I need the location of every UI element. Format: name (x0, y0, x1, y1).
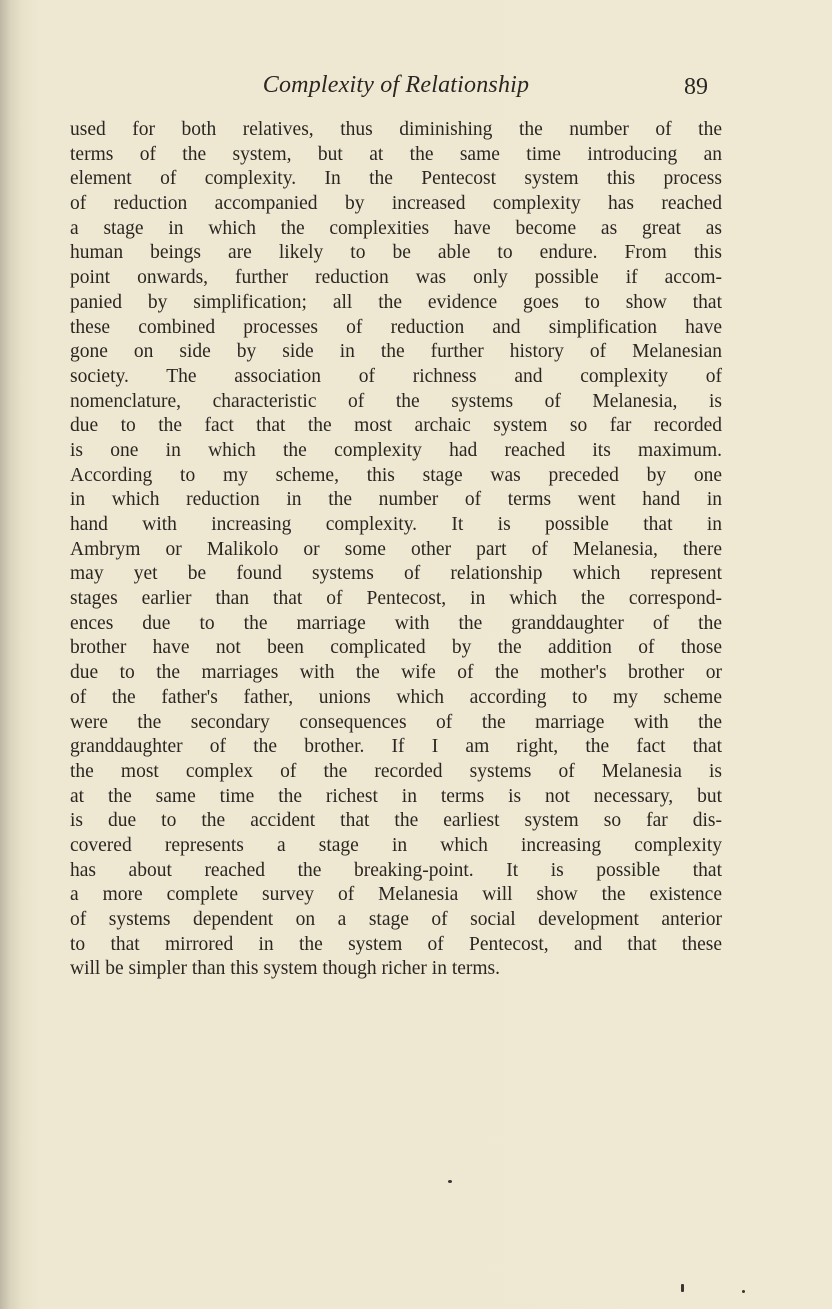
text-line (70, 957, 722, 982)
text-line (70, 883, 722, 908)
text-line (70, 735, 722, 760)
text-line (70, 266, 722, 291)
text-line (70, 513, 722, 538)
text-line-content: hand with increasing complexity. It is possible that in (70, 514, 722, 535)
text-line-content: due to the marriages with the wife of the mother's brother or (70, 662, 722, 684)
text-line (70, 439, 722, 464)
text-line-content: granddaughter of the brother. If I am right, the fact that (70, 736, 722, 758)
text-line-content: used for both relatives, thus diminishing the number of the (70, 119, 722, 140)
text-line (70, 587, 722, 612)
text-line-content: According to my scheme, this stage was preceded by one (70, 464, 722, 486)
text-line-content: may yet be found systems of relationship which represent (70, 563, 722, 585)
text-line (70, 562, 722, 587)
text-line-content: Ambrym or Malikolo or some other part of Melanesia, there (70, 538, 722, 560)
text-line-content: ences due to the marriage with the granddaughter of the (70, 612, 722, 634)
text-line (70, 612, 722, 637)
text-line-content: in which reduction in the number of terms went hand in (70, 489, 722, 511)
scan-speck (742, 1290, 745, 1293)
text-line-content: brother have not been complicated by the addition of those (70, 637, 722, 659)
text-line-content: of the father's father, unions which according to my scheme (70, 686, 722, 708)
text-line (70, 711, 722, 736)
text-line (70, 414, 722, 439)
text-line (70, 316, 722, 341)
text-line (70, 661, 722, 686)
text-line-content: these combined processes of reduction and simplification have (70, 316, 722, 338)
text-line-content: panied by simplification; all the evidence goes to show that (70, 291, 722, 313)
text-line (70, 488, 722, 513)
scan-speck (681, 1284, 684, 1292)
text-line-content: will be simpler than this system though richer in terms. (70, 958, 501, 980)
text-line-content: of systems dependent on a stage of social development anterior (70, 909, 722, 930)
text-line (70, 809, 722, 834)
text-line-content: a more complete survey of Melanesia will show the existence (70, 884, 722, 906)
text-line (70, 217, 722, 242)
text-line (70, 118, 722, 143)
text-line-content: covered represents a stage in which increasing complexity (70, 834, 722, 856)
running-title: Complexity of Relationship (262, 72, 530, 98)
text-line-content: the most complex of the recorded systems of Melanesia is (70, 760, 722, 782)
text-line-content: a stage in which the complexities have become as great as (70, 217, 722, 239)
text-line (70, 859, 722, 884)
text-line-content: element of complexity. In the Pentecost system this process (70, 168, 722, 190)
text-line-content: society. The association of richness and complexity of (70, 365, 722, 387)
text-line (70, 785, 722, 810)
text-line-content: is due to the accident that the earliest system so far dis- (70, 810, 722, 832)
text-line (70, 241, 722, 266)
text-line (70, 340, 722, 365)
scan-speck (448, 1180, 452, 1183)
text-line-content: has about reached the breaking-point. It is possible that (70, 859, 722, 881)
text-line (70, 192, 722, 217)
text-line (70, 760, 722, 785)
text-line-content: point onwards, further reduction was only possible if accom- (70, 267, 722, 289)
text-line-content: at the same time the richest in terms is not necessary, but (70, 785, 722, 807)
text-line-content: is one in which the complexity had reached its maximum. (70, 439, 722, 461)
running-header (70, 70, 722, 104)
text-line (70, 143, 722, 168)
text-line (70, 686, 722, 711)
text-line (70, 908, 722, 933)
text-line-content: nomenclature, characteristic of the systems of Melanesia, is (70, 390, 722, 412)
text-line-content: stages earlier than that of Pentecost, in which the correspond- (70, 588, 722, 610)
text-line (70, 390, 722, 415)
text-line (70, 291, 722, 316)
body-text (70, 118, 722, 982)
text-line-content: human beings are likely to be able to endure. From this (70, 242, 722, 264)
text-line (70, 636, 722, 661)
text-line (70, 365, 722, 390)
text-line-content: to that mirrored in the system of Pentecost, and that these (70, 933, 722, 955)
text-line (70, 167, 722, 192)
text-line-content: terms of the system, but at the same time introducing an (70, 143, 722, 165)
text-line-content: due to the fact that the most archaic system so far recorded (70, 415, 722, 437)
text-line (70, 464, 722, 489)
page-number: 89 (684, 74, 708, 100)
text-line (70, 538, 722, 563)
text-line-content: were the secondary consequences of the marriage with the (70, 711, 722, 733)
text-line-content: of reduction accompanied by increased complexity has reached (70, 193, 722, 215)
text-line (70, 834, 722, 859)
text-line-content: gone on side by side in the further history of Melanesian (70, 341, 722, 363)
text-line (70, 933, 722, 958)
